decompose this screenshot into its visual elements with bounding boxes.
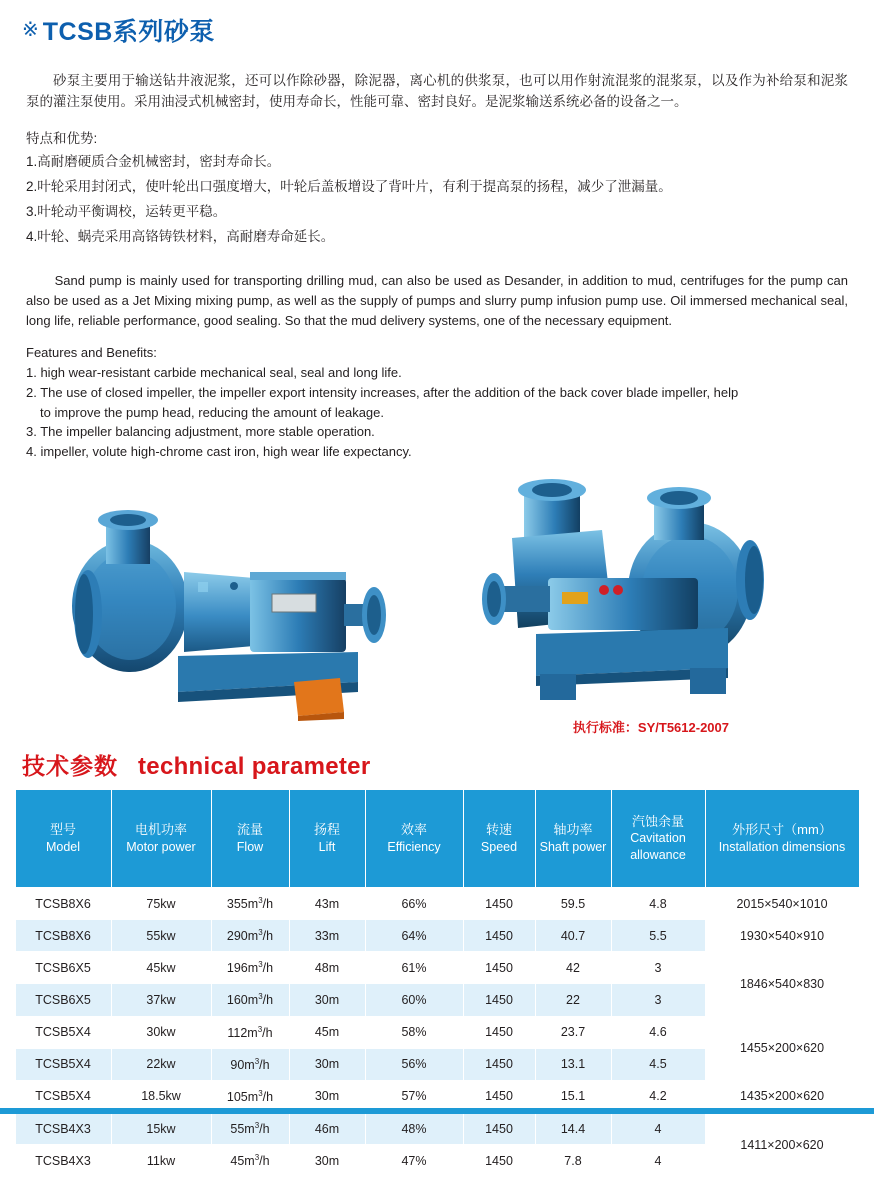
bottom-accent-bar (0, 1108, 874, 1114)
cell-lift: 43m (289, 887, 365, 919)
cell-shaft: 59.5 (535, 887, 611, 919)
cell-model: TCSB6X5 (15, 984, 111, 1016)
cell-dimensions: 2015×540×1010 (705, 887, 859, 919)
table-header-row (15, 789, 859, 887)
cell-cav: 5.5 (611, 920, 705, 952)
cell-eff: 47% (365, 1145, 463, 1177)
english-feature-item: 2. The use of closed impeller, the impeller export intensity increases, after the addition of the back cover blade impeller, help (26, 384, 739, 400)
cell-shaft: 23.7 (535, 1016, 611, 1048)
cell-shaft: 40.7 (535, 920, 611, 952)
col-cavitation: 汽蚀余量 Cavitation allowance (611, 789, 705, 887)
asterisk-icon: ※ (22, 19, 39, 41)
cell-flow: $105m^3/h$ (211, 1080, 289, 1112)
cell-shaft: 15.1 (535, 1080, 611, 1112)
col-dimensions: 外形尺寸（mm） Installation dimensions (705, 789, 859, 887)
cell-eff: 48% (365, 1113, 463, 1145)
cell-speed: 1450 (463, 984, 535, 1016)
cell-speed: 1450 (463, 1113, 535, 1145)
cell-cav: 3 (611, 952, 705, 984)
col-flow: 流量 Flow (211, 789, 289, 887)
cell-speed: 1450 (463, 1016, 535, 1048)
cell-motor: 30kw (111, 1016, 211, 1048)
cell-cav: 4 (611, 1145, 705, 1177)
english-feature-item: 3. The impeller balancing adjustment, more stable operation. (26, 424, 375, 440)
cell-lift: 48m (289, 952, 365, 984)
cell-motor: 11kw (111, 1145, 211, 1177)
table-row (15, 1113, 859, 1145)
cell-flow: $112m^3/h$ (211, 1016, 289, 1048)
page-title-text: TCSB系列砂泵 (42, 18, 215, 46)
cell-lift: 30m (289, 1145, 365, 1177)
cell-model: TCSB4X3 (15, 1113, 111, 1145)
chinese-feature-item: 2.叶轮采用封闭式，使叶轮出口强度增大，叶轮后盖板增设了背叶片，有利于提高泵的扬程，减少了泄漏量。 (26, 179, 672, 195)
cell-lift: 30m (289, 1048, 365, 1080)
col-shaft-power: 轴功率 Shaft power (535, 789, 611, 887)
chinese-feature-item: 3.叶轮动平衡调校，运转更平稳。 (26, 204, 227, 220)
cell-shaft: 7.8 (535, 1145, 611, 1177)
cell-model: TCSB5X4 (15, 1048, 111, 1080)
cell-lift: 30m (289, 1080, 365, 1112)
cell-eff: 61% (365, 952, 463, 984)
cell-cav: 4.6 (611, 1016, 705, 1048)
cell-dimensions: 1930×540×910 (705, 920, 859, 952)
cell-flow: $196m^3/h$ (211, 952, 289, 984)
chinese-section (0, 48, 874, 250)
cell-flow: $55m^3/h$ (211, 1113, 289, 1145)
cell-flow: $290m^3/h$ (211, 920, 289, 952)
cell-flow: $355m^3/h$ (211, 887, 289, 919)
cell-speed: 1450 (463, 887, 535, 919)
cell-cav: 4.2 (611, 1080, 705, 1112)
cell-eff: 64% (365, 920, 463, 952)
cell-motor: 45kw (111, 952, 211, 984)
chinese-feature-item: 1.高耐磨硬质合金机械密封，密封寿命长。 (26, 154, 281, 170)
cell-lift: 33m (289, 920, 365, 952)
cell-motor: 18.5kw (111, 1080, 211, 1112)
cell-dimensions: 1411×200×620 (705, 1113, 859, 1177)
col-motor-power: 电机功率 Motor power (111, 789, 211, 887)
cell-dimensions: 1455×200×620 (705, 1016, 859, 1080)
cell-motor: 55kw (111, 920, 211, 952)
cell-speed: 1450 (463, 1048, 535, 1080)
col-model: 型号 Model (15, 789, 111, 887)
cell-model: TCSB5X4 (15, 1016, 111, 1048)
english-feature-item: 4. impeller, volute high-chrome cast iron, high wear life expectancy. (26, 444, 412, 460)
chinese-features-label: 特点和优势: (26, 130, 98, 146)
cell-speed: 1450 (463, 920, 535, 952)
cell-lift: 46m (289, 1113, 365, 1145)
cell-eff: 57% (365, 1080, 463, 1112)
cell-cav: 4 (611, 1113, 705, 1145)
cell-motor: 75kw (111, 887, 211, 919)
english-intro: Sand pump is mainly used for transporting drilling mud, can also be used as Desander, in addition to mud, centrifuges for the pump can also be used as a Jet Mixing mixing pump, as well as the supply of pumps and slurry pump infusion pump use. Oil immersed mechanical seal, long life, reliable performance, good sealing. So that the mud delivery systems, one of the necessary equipment. (26, 273, 848, 328)
cell-dimensions: 1435×200×620 (705, 1080, 859, 1112)
cell-eff: 60% (365, 984, 463, 1016)
cell-shaft: 22 (535, 984, 611, 1016)
cell-motor: 22kw (111, 1048, 211, 1080)
table-row (15, 952, 859, 984)
cell-shaft: 42 (535, 952, 611, 984)
standard-note: 执行标准：SY/T5612-2007 (572, 719, 729, 735)
page-title (0, 0, 874, 48)
cell-eff: 58% (365, 1016, 463, 1048)
cell-lift: 45m (289, 1016, 365, 1048)
cell-flow: $45m^3/h$ (211, 1145, 289, 1177)
cell-model: TCSB4X3 (15, 1145, 111, 1177)
cell-lift: 30m (289, 984, 365, 1016)
cell-model: TCSB5X4 (15, 1080, 111, 1112)
cell-eff: 66% (365, 887, 463, 919)
param-heading-cn: 技术参数 (22, 752, 118, 779)
cell-motor: 15kw (111, 1113, 211, 1145)
cell-model: TCSB6X5 (15, 952, 111, 984)
param-heading-en: technical parameter (138, 752, 371, 780)
technical-parameter-table (15, 789, 860, 1177)
cell-model: TCSB8X6 (15, 920, 111, 952)
cell-flow: $160m^3/h$ (211, 984, 289, 1016)
cell-shaft: 13.1 (535, 1048, 611, 1080)
chinese-feature-item: 4.叶轮、蜗壳采用高铬铸铁材料，高耐磨寿命延长。 (26, 229, 335, 245)
col-lift: 扬程 Lift (289, 789, 365, 887)
table-row (15, 1016, 859, 1048)
cell-cav: 4.5 (611, 1048, 705, 1080)
param-heading (0, 740, 874, 789)
pump-photo-left (58, 486, 418, 721)
english-features-label: Features and Benefits: (26, 345, 157, 361)
cell-speed: 1450 (463, 1080, 535, 1112)
col-efficiency: 效率 Efficiency (365, 789, 463, 887)
cell-cav: 3 (611, 984, 705, 1016)
cell-cav: 4.8 (611, 887, 705, 919)
cell-motor: 37kw (111, 984, 211, 1016)
pump-photo-right (452, 468, 792, 718)
english-section (0, 250, 874, 462)
col-speed: 转速 Speed (463, 789, 535, 887)
english-feature-item-cont: to improve the pump head, reducing the amount of leakage. (40, 404, 384, 420)
cell-dimensions: 1846×540×830 (705, 952, 859, 1016)
cell-speed: 1450 (463, 952, 535, 984)
cell-flow: $90m^3/h$ (211, 1048, 289, 1080)
cell-eff: 56% (365, 1048, 463, 1080)
cell-model: TCSB8X6 (15, 887, 111, 919)
cell-shaft: 14.4 (535, 1113, 611, 1145)
table-row (15, 920, 859, 952)
table-row (15, 887, 859, 919)
product-images (0, 468, 874, 740)
cell-speed: 1450 (463, 1145, 535, 1177)
chinese-intro: 砂泵主要用于输送钻井液泥浆，还可以作除砂器，除泥器，离心机的供浆泵，也可以用作射流混浆的混浆泵，以及作为补给泵和泥浆泵的灌注泵使用。采用油浸式机械密封，使用寿命长，性能可靠、密封良好。是泥浆输送系统必备的设备之一。 (26, 72, 848, 110)
english-feature-item: 1. high wear-resistant carbide mechanical seal, seal and long life. (26, 365, 402, 381)
